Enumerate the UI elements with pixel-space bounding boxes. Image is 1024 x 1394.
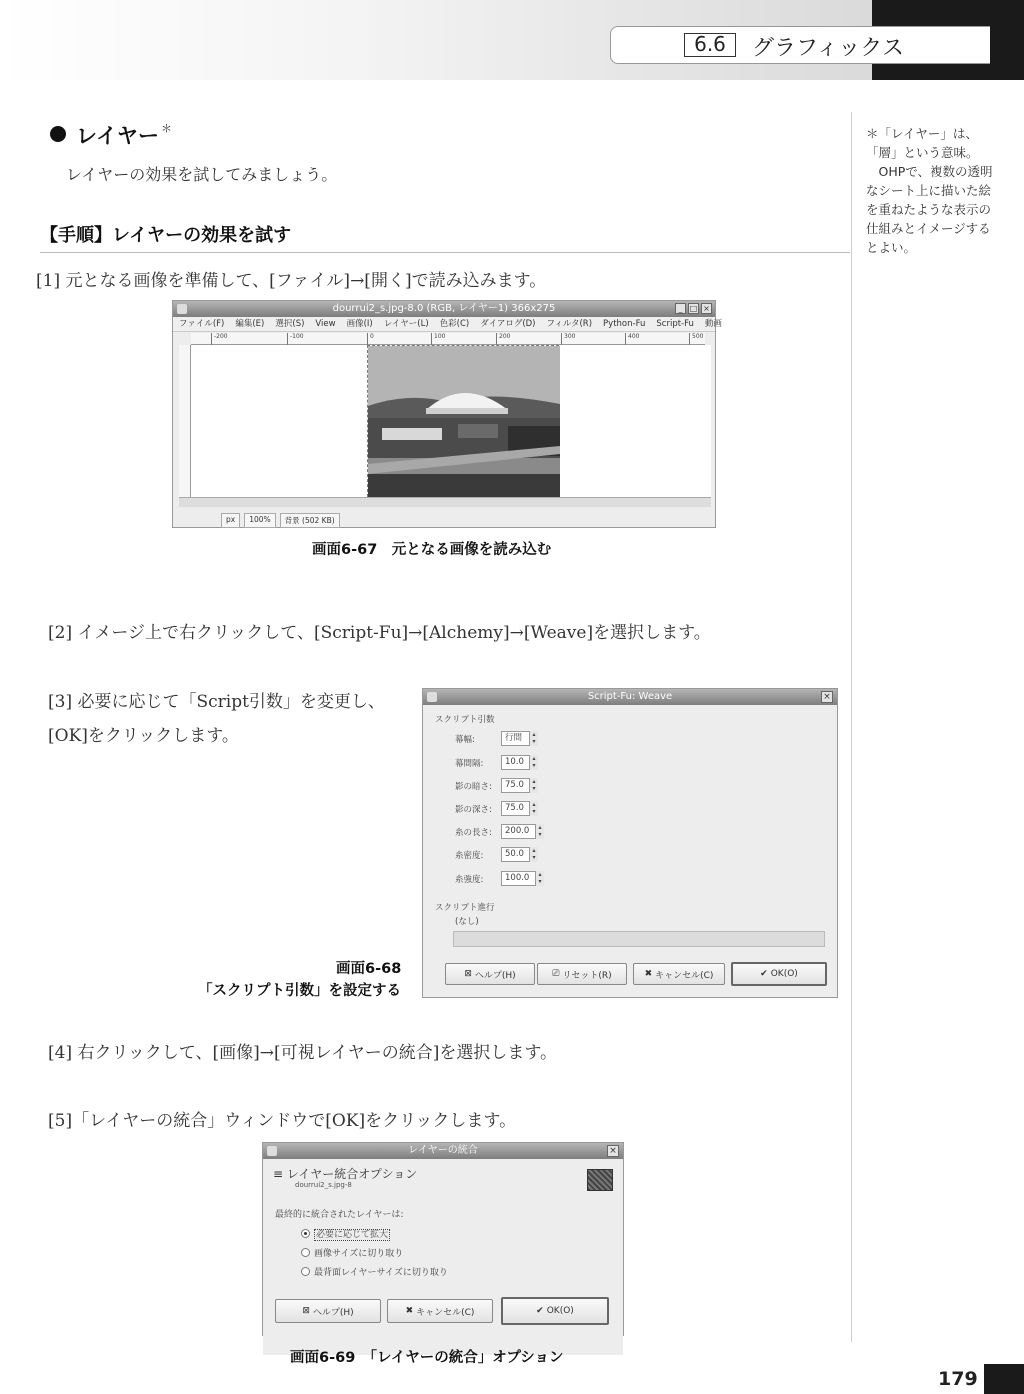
param-value: 50.0: [505, 849, 524, 859]
ruler-tick: -100: [287, 333, 304, 345]
minimize-icon[interactable]: _: [675, 303, 686, 314]
cancel-button-label: キャンセル(C): [416, 1307, 475, 1318]
param-label: 幕間隔:: [455, 759, 484, 769]
menu-script-fu[interactable]: Script-Fu: [656, 319, 694, 329]
menu-edit[interactable]: 編集(E): [235, 319, 265, 329]
step-5: [5]「レイヤーの統合」ウィンドウで[OK]をクリックします。: [48, 1111, 517, 1131]
reset-button[interactable]: [537, 963, 627, 985]
cancel-button[interactable]: [633, 963, 725, 985]
spin-icon[interactable]: ▴ ▾: [529, 778, 538, 793]
spin-icon[interactable]: ▴ ▾: [529, 755, 538, 770]
close-icon[interactable]: ×: [821, 691, 833, 703]
param-label: 糸強度:: [455, 875, 484, 885]
param-shadow-darkness-field[interactable]: [501, 778, 537, 793]
window-menu-icon[interactable]: [267, 1146, 277, 1156]
step-3-cont: [OK]をクリックします。: [48, 726, 239, 746]
image-thumbnail: [587, 1169, 613, 1191]
ruler-tick: -200: [211, 333, 228, 345]
merge-header-text: レイヤー統合オプション: [286, 1167, 418, 1181]
gimp-image-window: [172, 300, 722, 528]
scriptfu-title: Script-Fu: Weave: [587, 691, 673, 702]
param-value: 100.0: [505, 873, 530, 883]
script-progress-label: スクリプト進行: [435, 903, 495, 913]
window-menu-icon[interactable]: [427, 692, 437, 702]
status-bar: [221, 513, 340, 528]
merge-subheader: dourrui2_s.jpg-8: [295, 1181, 352, 1189]
spin-icon[interactable]: ▴ ▾: [535, 871, 544, 886]
heading-footnote-mark: ＊: [160, 122, 172, 135]
param-thread-length-field[interactable]: [501, 824, 543, 839]
menu-layer[interactable]: レイヤー(L): [383, 319, 429, 329]
reset-icon: ⎚: [552, 969, 560, 979]
menu-view[interactable]: View: [315, 319, 336, 329]
step-2: [2] イメージ上で右クリックして、[Script-Fu]→[Alchemy]→[Weave]を選択します。: [48, 623, 711, 643]
side-note-line-2: OHPで、複数の透明なシート上に描いた絵を重ねたような表示の仕組みとイメージするとよい。: [866, 164, 993, 255]
gimp-window-title: dourrui2_s.jpg-8.0 (RGB, レイヤー1) 366x275: [332, 303, 556, 314]
ok-icon: ✔: [760, 969, 768, 979]
script-progress-bar: [453, 931, 825, 947]
cancel-icon: ✖: [405, 1306, 414, 1316]
menu-filters[interactable]: フィルタ(R): [546, 319, 593, 329]
close-icon[interactable]: ×: [701, 303, 712, 314]
param-value: 200.0: [505, 826, 530, 836]
stadium-photo-graphic: [368, 346, 560, 498]
step-3: [3] 必要に応じて「Script引数」を変更し、: [48, 692, 385, 712]
spin-icon[interactable]: ▴ ▾: [529, 731, 538, 746]
param-thread-density-field[interactable]: [501, 847, 537, 862]
option-expand-label: 必要に応じて拡大: [316, 1230, 389, 1240]
ok-button[interactable]: [731, 962, 827, 986]
ok-icon: ✔: [536, 1306, 544, 1316]
spin-icon[interactable]: ▴ ▾: [529, 847, 538, 862]
procedure-rule: [40, 252, 850, 253]
merge-header: [273, 1165, 417, 1182]
help-icon: ⊠: [464, 969, 472, 979]
cancel-icon: ✖: [644, 969, 653, 979]
page-corner-block: [984, 1364, 1024, 1394]
maximize-icon[interactable]: □: [689, 304, 698, 313]
intro-text: レイヤーの効果を試してみましょう。: [66, 165, 338, 184]
vertical-ruler: [179, 345, 191, 497]
ruler-tick: 500: [689, 333, 703, 345]
help-button[interactable]: [445, 963, 535, 985]
step-1: [1] 元となる画像を準備して、[ファイル]→[開く]で読み込みます。: [36, 271, 547, 291]
zoom-select[interactable]: 100%: [244, 513, 275, 528]
caption-6-67: 画面6-67 元となる画像を読み込む: [312, 542, 552, 558]
option-expand[interactable]: [301, 1227, 390, 1240]
help-button-label: ヘルプ(H): [312, 1307, 354, 1318]
param-value: 75.0: [505, 803, 524, 813]
script-args-label: スクリプト引数: [435, 715, 495, 725]
menu-dialogs[interactable]: ダイアログ(D): [480, 319, 536, 329]
spin-icon[interactable]: ▴ ▾: [535, 824, 544, 839]
help-icon: ⊠: [302, 1306, 310, 1316]
menu-colors[interactable]: 色彩(C): [439, 319, 470, 329]
param-label: 糸の長さ:: [455, 828, 492, 838]
radio-icon[interactable]: [301, 1248, 310, 1257]
option-clip-bottom-label: 最背面レイヤーサイズに切り取り: [314, 1268, 448, 1278]
cancel-button[interactable]: [387, 1299, 493, 1323]
ruler-tick: 100: [431, 333, 445, 345]
margin-rule: [851, 112, 852, 1342]
ruler-tick: 200: [496, 333, 510, 345]
merge-layers-dialog: [262, 1142, 624, 1336]
gimp-titlebar: [173, 301, 715, 317]
param-label: 糸密度:: [455, 851, 484, 861]
help-button[interactable]: [275, 1299, 381, 1323]
menu-python-fu[interactable]: Python-Fu: [603, 319, 646, 329]
image-canvas[interactable]: [191, 345, 711, 497]
script-progress-value: (なし): [455, 917, 479, 927]
param-label: 幕幅:: [455, 735, 475, 745]
merge-title: レイヤーの統合: [408, 1145, 478, 1156]
step-4: [4] 右クリックして、[画像]→[可視レイヤーの統合]を選択します。: [48, 1043, 558, 1063]
option-clip-image-label: 画像サイズに切り取り: [314, 1249, 404, 1259]
radio-icon[interactable]: [301, 1267, 310, 1276]
param-value: 75.0: [505, 780, 524, 790]
heading-bullet-icon: [50, 126, 66, 142]
gimp-menubar: [173, 317, 722, 332]
spin-icon[interactable]: ▴ ▾: [529, 801, 538, 816]
ruler-tick: 0: [367, 333, 374, 345]
heading: [76, 120, 172, 150]
menu-video[interactable]: 動画: [704, 319, 722, 329]
ok-button-label: OK(O): [770, 969, 798, 979]
window-controls: [675, 303, 712, 314]
ruler-tick: 300: [561, 333, 575, 345]
menu-image[interactable]: 画像(I): [346, 319, 373, 329]
procedure-title: 【手順】レイヤーの効果を試す: [40, 225, 292, 246]
unit-select[interactable]: px: [221, 513, 240, 528]
param-shadow-depth-field[interactable]: [501, 801, 537, 816]
option-clip-image[interactable]: [301, 1246, 403, 1259]
param-ribbon-width-field[interactable]: [501, 731, 537, 746]
section-number: 6.6: [684, 33, 736, 57]
param-label: 影の暗さ:: [455, 782, 492, 792]
caption-6-69: 画面6-69 「レイヤーの統合」オプション: [290, 1350, 564, 1366]
param-value: 10.0: [505, 757, 524, 767]
merge-question: 最終的に統合されたレイヤーは:: [275, 1210, 404, 1220]
side-note: [866, 124, 996, 257]
ok-button-label: OK(O): [546, 1306, 574, 1316]
caption-6-68-number: 画面6-68: [336, 961, 402, 977]
merge-body: [263, 1159, 623, 1355]
close-icon[interactable]: ×: [607, 1145, 619, 1157]
cancel-button-label: キャンセル(C): [655, 970, 714, 981]
help-button-label: ヘルプ(H): [474, 970, 516, 981]
option-clip-bottom-layer[interactable]: [301, 1265, 448, 1278]
caption-6-68-text: 「スクリプト引数」を設定する: [198, 983, 401, 999]
page-number: 179: [938, 1368, 978, 1390]
horizontal-ruler: [191, 333, 705, 345]
param-ribbon-spacing-field[interactable]: [501, 755, 537, 770]
menu-file[interactable]: ファイル(F): [179, 319, 225, 329]
scriptfu-titlebar: [423, 689, 837, 705]
param-thread-intensity-field[interactable]: [501, 871, 543, 886]
status-info: 背景 (502 KB): [280, 513, 340, 528]
scriptfu-body: [423, 705, 837, 997]
param-value: 行間: [505, 733, 523, 743]
reset-button-label: リセット(R): [562, 970, 612, 981]
merge-titlebar: [263, 1143, 623, 1159]
ruler-tick: 400: [625, 333, 639, 345]
side-note-line-1: ＊「レイヤー」は、「層」という意味。: [866, 126, 979, 160]
param-label: 影の深さ:: [455, 805, 492, 815]
menu-select[interactable]: 選択(S): [275, 319, 305, 329]
scriptfu-weave-dialog: [422, 688, 838, 998]
layers-icon: ≡: [273, 1167, 284, 1181]
window-menu-icon[interactable]: [177, 304, 187, 314]
section-title: グラフィックス: [752, 36, 905, 61]
heading-title: レイヤー: [76, 124, 159, 148]
horizontal-scrollbar[interactable]: [179, 497, 711, 507]
stadium-photo: [367, 345, 559, 497]
ok-button[interactable]: [501, 1297, 609, 1325]
radio-icon[interactable]: [301, 1229, 310, 1238]
